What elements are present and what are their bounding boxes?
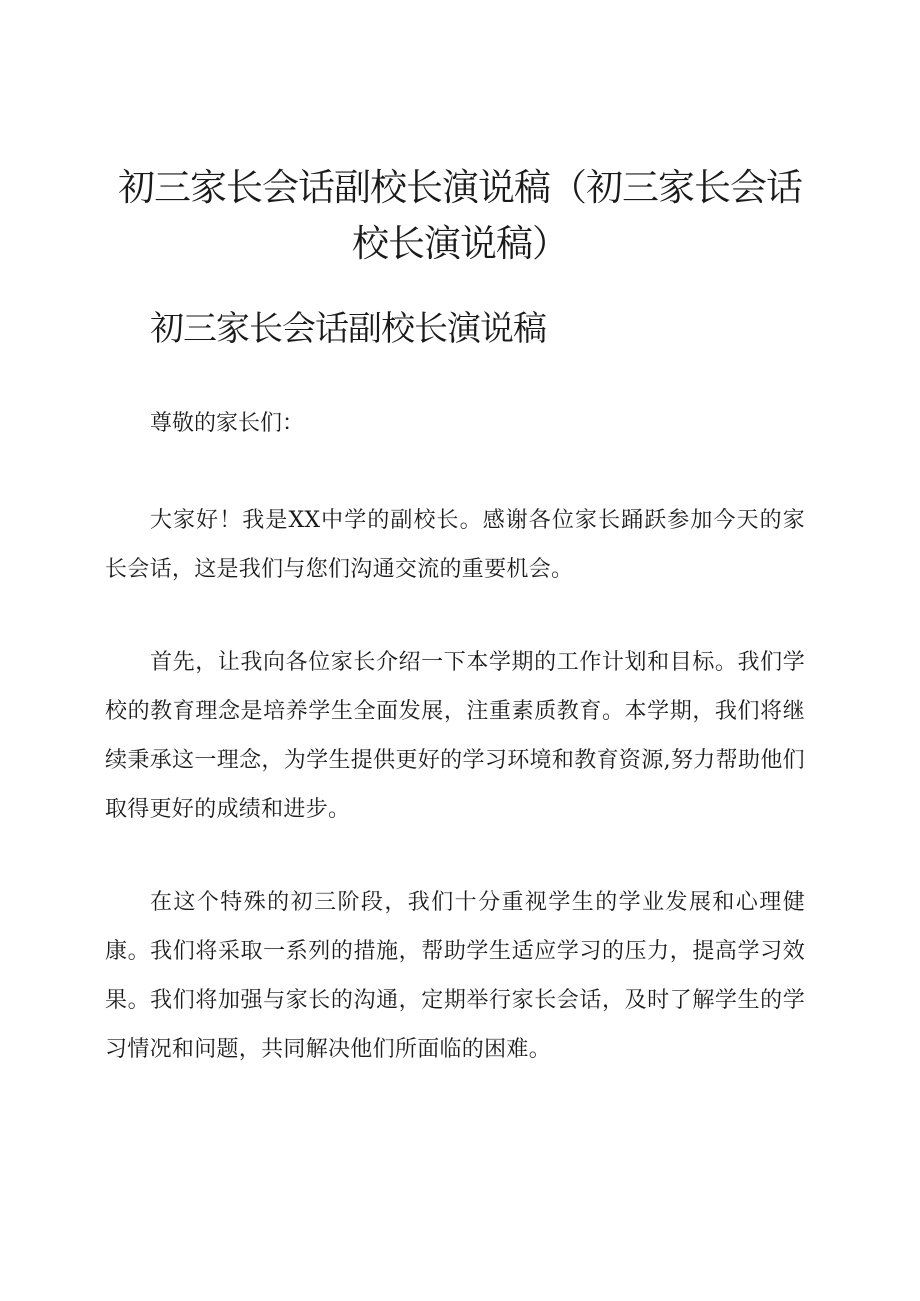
paragraph-greeting: 大家好！我是XX中学的副校长。感谢各位家长踊跃参加今天的家长会话，这是我们与您们沟通交流的重要机会。 — [105, 508, 805, 582]
paragraph-work-plan: 首先，让我向各位家长介绍一下本学期的工作计划和目标。我们学校的教育理念是培养学生全面发展，注重素质教育。本学期，我们将继续秉承这一理念，为学生提供更好的学习环境和教育资源,努力帮助他们取得更好的成绩和进步。 — [105, 650, 805, 822]
paragraph-grade-nine-stage: 在这个特殊的初三阶段，我们十分重视学生的学业发展和心理健康。我们将采取一系列的措施，帮助学生适应学习的压力，提高学习效果。我们将加强与家长的沟通，定期举行家长会话，及时了解学生的学习情况和问题，共同解决他们所面临的困难。 — [105, 890, 805, 1062]
document-title: 初三家长会话副校长演说稿（初三家长会话校长演说稿） — [118, 166, 802, 265]
salutation: 尊敬的家长们： — [150, 411, 305, 436]
section-heading: 初三家长会话副校长演说稿 — [150, 309, 546, 349]
